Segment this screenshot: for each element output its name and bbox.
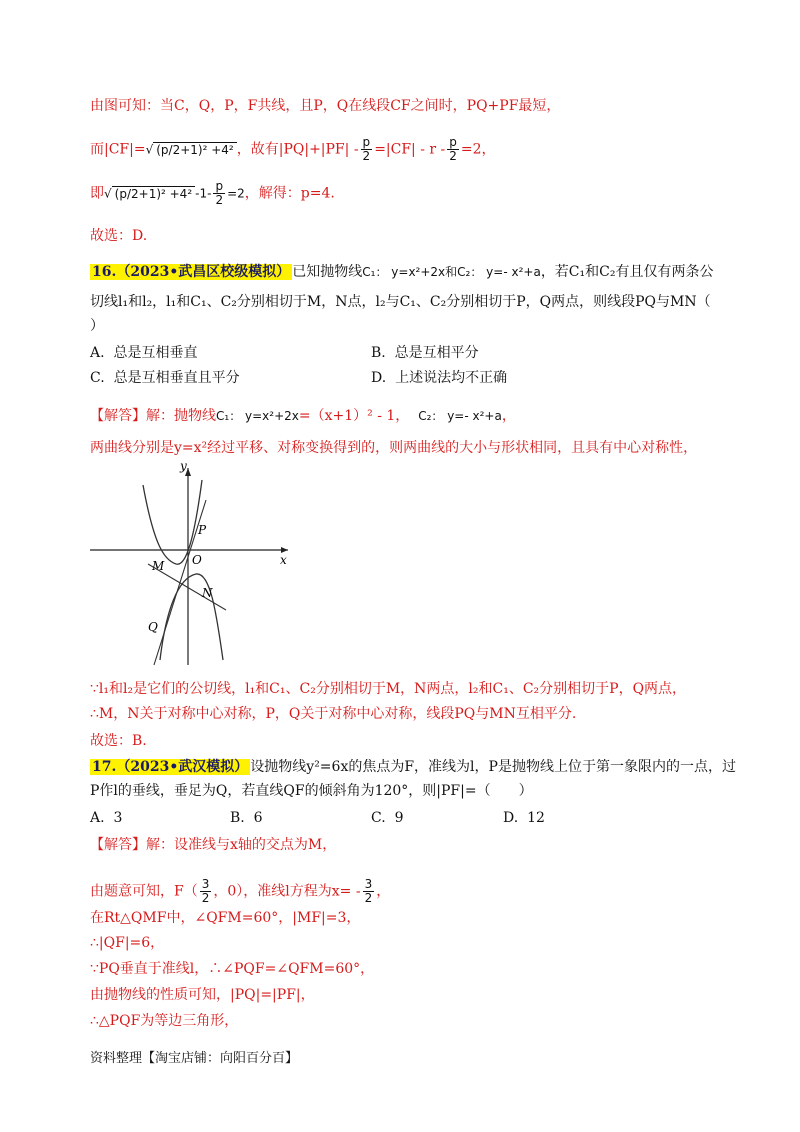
q16-option-b: B. 总是互相平分 bbox=[371, 345, 479, 361]
q15-ji: 即 bbox=[90, 185, 104, 202]
sqrt-expression-1: √ (p/2+1)² +4² bbox=[146, 142, 237, 157]
q15-cf-label: 而|CF|= bbox=[90, 141, 146, 158]
q17-solution-4: ∴|QF|=6， bbox=[90, 935, 165, 951]
q17-stem-line1 bbox=[90, 757, 736, 777]
sol-c2-formula: C₂： y=- x²+a bbox=[418, 409, 502, 423]
q16-stem-line3: ） bbox=[90, 318, 104, 334]
q15-minus: -1- bbox=[195, 186, 212, 201]
solution-head: 【解答】解：抛物线 bbox=[90, 408, 216, 424]
parabola-c1 bbox=[143, 480, 202, 564]
sol-end: ， bbox=[501, 408, 516, 424]
q17-solution-7: ∴△PQF为等边三角形， bbox=[90, 1013, 239, 1029]
fraction-3-over-2-b: $\frac{3}{2}$ bbox=[364, 877, 373, 905]
q15-line2 bbox=[90, 136, 496, 163]
q17-option-b: B. 6 bbox=[230, 810, 263, 826]
q16-solution-line3: ∵l₁和l₂是它们的公切线，l₁和C₁、C₂分别相切于M，N两点，l₂和C₁、C₂分别相切于P，Q两点， bbox=[90, 681, 687, 697]
q17-comma: ， bbox=[376, 883, 391, 900]
q17-solution-3: 在Rt△QMF中，∠QFM=60°，|MF|=3， bbox=[90, 910, 361, 926]
q15-text-c: =|CF| - r - bbox=[374, 141, 446, 158]
label-o: O bbox=[192, 553, 202, 567]
label-q: Q bbox=[148, 620, 158, 634]
parabola-graph bbox=[88, 460, 298, 670]
q17-option-d: D. 12 bbox=[503, 810, 545, 826]
fraction-p-over-2-c: $\frac{p}{2}$ bbox=[215, 179, 224, 207]
sol-c1-formula: C₁： y=x²+2x bbox=[216, 409, 299, 423]
fraction-3-over-2: $\frac{3}{2}$ bbox=[201, 877, 210, 905]
q16-answer: 故选：B. bbox=[90, 733, 147, 749]
q17-directrix-text: ，0），准线l方程为x= - bbox=[213, 883, 361, 900]
q15-solve: ，解得：p=4. bbox=[244, 185, 335, 202]
q17-option-a: A. 3 bbox=[90, 810, 123, 826]
q16-option-c: C. 总是互相垂直且平分 bbox=[90, 370, 240, 386]
q15-text-d: =2， bbox=[460, 141, 496, 158]
label-y: y bbox=[180, 460, 187, 473]
sol-mid: =（x+1）² - 1， bbox=[298, 408, 410, 424]
q17-solution-6: 由抛物线的性质可知，|PQ|=|PF|， bbox=[90, 987, 315, 1003]
q15-line1: 由图可知：当C，Q，P，F共线，且P，Q在线段CF之间时，PQ+PF最短， bbox=[90, 98, 561, 114]
fraction-p-over-2-b: $\frac{p}{2}$ bbox=[449, 135, 457, 163]
q17-stem-a: 设抛物线y²=6x的焦点为F，准线为l，P是抛物线上位于第一象限内的一点，过 bbox=[250, 759, 736, 775]
q16-solution-line1 bbox=[90, 406, 516, 426]
fraction-p-over-2: $\frac{p}{2}$ bbox=[362, 135, 371, 163]
q15-answer: 故选：D. bbox=[90, 228, 148, 244]
q17-number-source: 17.（2023•武汉模拟） bbox=[92, 759, 249, 775]
q16-number-source: 16.（2023•武昌区校级模拟） bbox=[92, 264, 291, 280]
q16-stem-line1 bbox=[90, 262, 713, 282]
q16-stem-b: ，若C₁和C₂有且仅有两条公 bbox=[540, 264, 714, 280]
c1-formula: C₁： y=x²+2x bbox=[362, 265, 446, 279]
q17-option-c: C. 9 bbox=[371, 810, 404, 826]
q17-focus-text: 由题意可知，F（ bbox=[90, 883, 198, 900]
q16-solution-line4: ∴M，N关于对称中心对称，P，Q关于对称中心对称，线段PQ与MN互相平分. bbox=[90, 706, 577, 722]
page-footer: 资料整理【淘宝店铺：向阳百分百】 bbox=[90, 1051, 299, 1066]
q17-solution-5: ∵PQ垂直于准线l，∴∠PQF=∠QFM=60°， bbox=[90, 961, 375, 977]
and-word: 和 bbox=[445, 265, 458, 279]
q16-option-a: A. 总是互相垂直 bbox=[90, 345, 198, 361]
q16-solution-line2: 两曲线分别是y=x²经过平移、对称变换得到的，则两曲线的大小与形状相同，且具有中心对称性， bbox=[90, 440, 698, 456]
q17-solution-1: 【解答】解：设准线与x轴的交点为M， bbox=[90, 837, 337, 853]
c2-formula: C₂： y=- x²+a bbox=[457, 265, 541, 279]
q15-text-b: ，故有|PQ|+|PF| - bbox=[236, 141, 359, 158]
q16-stem-a: 已知抛物线 bbox=[292, 264, 363, 280]
label-x: x bbox=[280, 553, 287, 567]
q15-line3 bbox=[90, 180, 335, 207]
q15-eq2: =2 bbox=[227, 186, 245, 201]
label-p: P bbox=[198, 523, 207, 537]
q16-option-d: D. 上述说法均不正确 bbox=[371, 370, 508, 386]
sqrt-expression-2: √ (p/2+1)² +4² bbox=[104, 186, 195, 201]
label-m: M bbox=[152, 559, 165, 573]
label-n: N bbox=[202, 586, 213, 600]
q16-stem-line2: 切线l₁和l₂，l₁和C₁、C₂分别相切于M，N点，l₂与C₁、C₂分别相切于P，Q两点，则线段PQ与MN（ bbox=[90, 294, 711, 310]
q17-stem-line2: P作l的垂线，垂足为Q，若直线QF的倾斜角为120°，则|PF|=（ ） bbox=[90, 783, 533, 799]
q17-solution-2 bbox=[90, 878, 390, 905]
